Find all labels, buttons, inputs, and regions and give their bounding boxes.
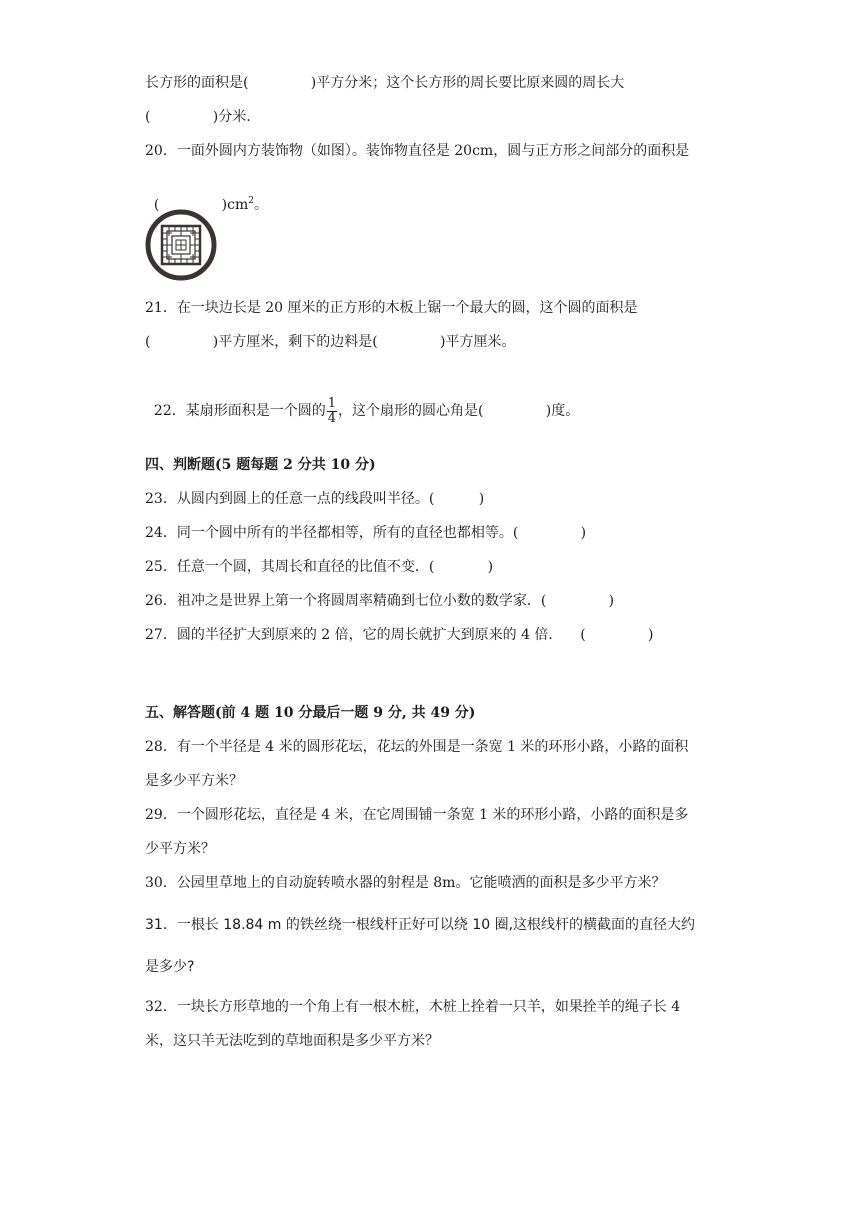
- question-32-line1: 32．一块长方形草地的一个角上有一根木桩，木桩上拴着一只羊，如果拴羊的绳子长 4: [145, 999, 681, 1015]
- question-21-line1: 21．在一块边长是 20 厘米的正方形的木板上锯一个最大的圆，这个圆的面积是: [145, 300, 638, 316]
- section-5-heading: 五、解答题(前 4 题 10 分最后一题 9 分, 共 49 分): [145, 705, 476, 721]
- question-26: 26．祖冲之是世界上第一个将圆周率精确到七位小数的数学家．( ): [145, 593, 615, 609]
- fraction-one-quarter: [327, 397, 337, 426]
- question-29-line1: 29．一个圆形花坛，直径是 4 米，在它周围铺一条宽 1 米的环形小路，小路的面积是多: [145, 807, 689, 823]
- question-23: 23．从圆内到圆上的任意一点的线段叫半径。( ): [145, 491, 485, 507]
- lattice-window-ornament-icon: [145, 209, 217, 281]
- question-25: 25．任意一个圆，其周长和直径的比值不变．( ): [145, 559, 494, 575]
- question-24: 24．同一个圆中所有的半径都相等，所有的直径也都相等。( ): [145, 525, 587, 541]
- squared-superscript: 2: [248, 196, 254, 206]
- q20-period: 。: [253, 197, 268, 213]
- question-32-line2: 米，这只羊无法吃到的草地面积是多少平方米？: [145, 1033, 439, 1049]
- q19-continuation-line2: ( )分米.: [145, 109, 251, 125]
- question-28-line1: 28．有一个半径是 4 米的圆形花坛，花坛的外围是一条宽 1 米的环形小路，小路的面积: [145, 739, 689, 755]
- question-31-line1: 31．一根长 18.84 m 的铁丝绕一根线杆正好可以绕 10 圈,这根线杆的横截面的直径大约: [145, 917, 696, 933]
- fraction-denominator: 4: [327, 410, 337, 426]
- question-31-line2: 是多少?: [145, 959, 195, 975]
- question-30: 30．公园里草地上的自动旋转喷水器的射程是 8m。它能喷洒的面积是多少平方米？: [145, 875, 666, 891]
- question-27: 27．圆的半径扩大到原来的 2 倍，它的周长就扩大到原来的 4 倍． ( ): [145, 627, 654, 643]
- question-22: [145, 366, 579, 426]
- fraction-numerator: 1: [327, 395, 337, 411]
- section-4-heading: 四、判断题(5 题每题 2 分共 10 分): [145, 457, 376, 473]
- question-20-line1: 20．一面外圆内方装饰物（如图）。装饰物直径是 20cm，圆与正方形之间部分的面积是: [145, 143, 690, 159]
- q20-answer-blank: ( )cm: [153, 197, 249, 213]
- q19-continuation-line1: 长方形的面积是( )平方分米；这个长方形的周长要比原来圆的周长大: [145, 75, 625, 91]
- question-28-line2: 是多少平方米？: [145, 773, 243, 789]
- question-21-line2: ( )平方厘米，剩下的边料是( )平方厘米。: [145, 334, 516, 350]
- question-29-line2: 少平方米？: [145, 841, 215, 857]
- q22-prefix: 22．某扇形面积是一个圆的: [153, 403, 326, 419]
- q22-suffix: ，这个扇形的圆心角是( )度。: [338, 403, 580, 419]
